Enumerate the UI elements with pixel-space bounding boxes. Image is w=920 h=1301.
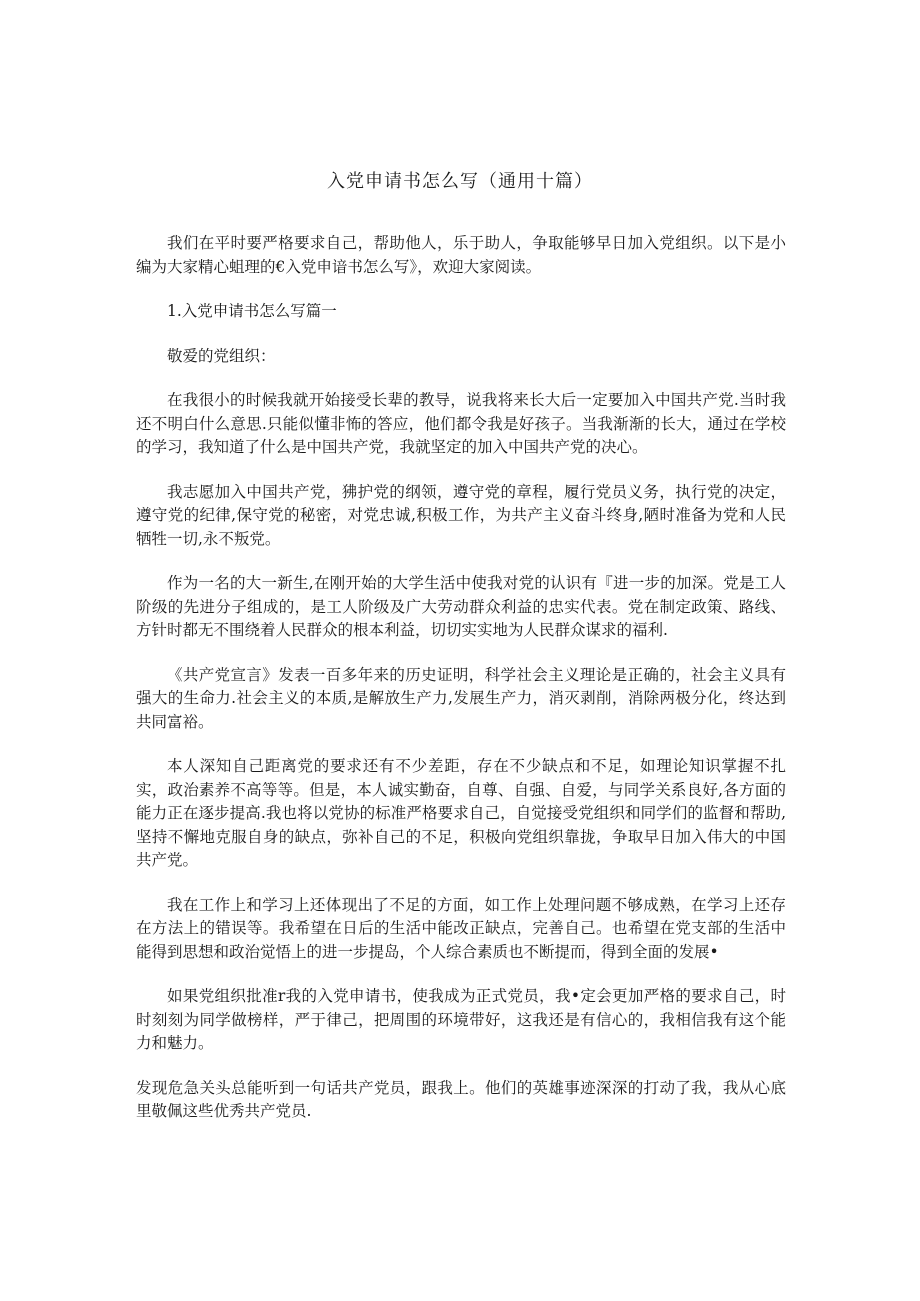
salutation: 敬爱的党组织： (167, 346, 276, 365)
body-paragraph: 本人深知自己距离党的要求还有不少差距，存在不少缺点和不足，如理论知识掌握不扎实，政治素养不高等等。但是，本人诚实勤奋，自尊、自强、自爱，与同学关系良好,各方面的能力正在逐步提高.我也将以党协的标准严格要求自己，自觉接受党组织和同学们的监督和帮助,坚持不懈地克服自身的缺点，弥补自己的不足，积极向党组织靠拢，争取早日加入伟大的中国共产党。 (136, 757, 786, 869)
body-paragraph: 如果党组织批准r我的入党申请书，使我成为正式党员，我•定会更加严格的要求自己，时时刻刻为同学做榜样，严于律己，把周围的环境带好，这我还是有信心的，我相信我有这个能力和魅力。 (136, 987, 786, 1052)
body-paragraph: 我在工作上和学习上还体现出了不足的方面，如工作上处理问题不够成熟，在学习上还存在方法上的错误等。我希望在日后的生活中能改正缺点，完善自己。也希望在党支部的生活中能得到思想和政治觉悟上的进一步提岛，个人综合素质也不断提而，得到全面的发展• (136, 895, 786, 961)
document-body (136, 232, 786, 1145)
body-paragraph: 作为一名的大一新生,在刚开始的大学生活中使我对党的认识有『进一步的加深。党是工人阶级的先进分子组成的，是工人阶级及广大劳动群众利益的忠实代表。党在制定政策、路线、方针时都无不围绕着人民群众的根本利益，切切实实地为人民群众谋求的福利. (136, 574, 786, 639)
intro-paragraph: 我们在平时要严格要求自己，帮助他人，乐于助人，争取能够早日加入党组织。以下是小编为大家精心蛆理的€入党申谙书怎么写》，欢迎大家阅读。 (136, 234, 786, 276)
body-paragraph: 《共产党宣言》发表一百多年来的历史证明，科学社会主义理论是正确的，社会主义具有强大的生命力.社会主义的本质,是解放生产力,发展生产力，消灭剥削，消除两极分化，终达到共同富裕。 (136, 665, 786, 731)
body-paragraph: 我志愿加入中国共产党，狒护党的纲领，遵守党的章程，履行党员义务，执行党的决定，遵守党的纪律,保守党的秘密，对党忠诚,积极工作，为共产主义奋斗终身,陋时准备为党和人民牺牲一切,永不叛党。 (136, 482, 786, 548)
body-paragraph: 在我很小的时候我就开始接受长辈的教导，说我将来长大后一定要加入中国共产党.当时我还不明白什么意思.只能似懂非怖的答应，他们都令我是好孩子。当我渐渐的长大，通过在学校的学习，我知道了什么是中国共产党，我就坚定的加入中国共产党的决心。 (136, 391, 786, 456)
section-heading: 1.入党申请书怎么写篇一 (167, 302, 337, 320)
closing-paragraph: 发现危急关头总能听到一句话共产党员，跟我上。他们的英雄事迹深深的打动了我，我从心底里敬佩这些优秀共产党员. (136, 1078, 786, 1120)
document-title: 入党申请书怎么写（通用十篇） (327, 171, 593, 192)
